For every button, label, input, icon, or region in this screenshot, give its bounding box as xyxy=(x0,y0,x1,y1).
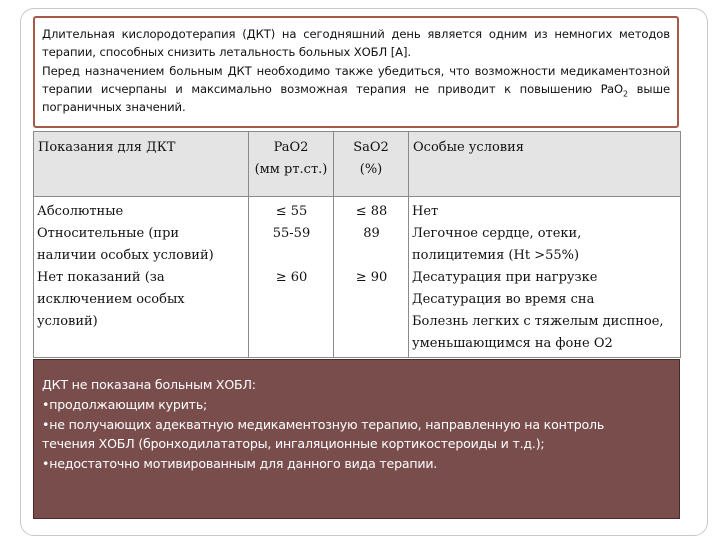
contra-title: ДКТ не показана больным ХОБЛ: xyxy=(42,377,256,392)
contra-item-therapy-line1: •не получающих адекватную медикаментозную терапию, направленную на контроль xyxy=(42,416,605,432)
pao2-relative: 55-59 xyxy=(272,226,311,241)
contra-item-smoking: •продолжающим курить; xyxy=(42,396,208,412)
header-conditions: Особые условия xyxy=(409,132,681,197)
header-indications: Показания для ДКТ xyxy=(34,132,249,197)
condition-none-line1: Десатурация при нагрузке xyxy=(412,270,598,285)
pao2-absolute: ≤ 55 xyxy=(275,204,308,219)
intro-text-box xyxy=(33,16,679,128)
pao2-none: ≥ 60 xyxy=(275,270,308,285)
dkt-indications-table xyxy=(33,131,681,358)
intro-paragraph-1: Длительная кислородотерапия (ДКТ) на сегодняшний день является одним из немногих методов терапии, способных снизить летальность больных ХОБЛ [А]. xyxy=(42,27,670,60)
cell-indications xyxy=(34,197,249,358)
contraindications-box xyxy=(33,359,680,519)
contra-item-therapy-line2: течения ХОБЛ (бронходилататоры, ингаляционные кортикостероиды и т.д.); xyxy=(42,436,545,452)
header-pao2 xyxy=(249,132,334,197)
cell-sao2 xyxy=(334,197,409,358)
indication-absolute: Абсолютные xyxy=(37,204,124,219)
intro-paragraph-2 xyxy=(42,62,670,117)
sao2-none: ≥ 90 xyxy=(355,270,388,285)
contra-item-motivation: •недостаточно мотивированным для данного вида терапии. xyxy=(42,456,438,472)
indication-relative-line2: наличии особых условий) xyxy=(37,248,214,263)
condition-none-line4: уменьшающимся на фоне O2 xyxy=(412,336,613,351)
indication-relative-line1: Относительные (при xyxy=(37,226,180,241)
condition-none-line2: Десатурация во время сна xyxy=(412,292,595,307)
condition-none-line3: Болезнь легких с тяжелым диспное, xyxy=(412,314,664,329)
header-pao2-unit: (мм рт.ст.) xyxy=(254,162,328,177)
cell-conditions xyxy=(409,197,681,358)
header-sao2-top: SaO2 xyxy=(353,140,389,155)
condition-relative-line1: Легочное сердце, отеки, xyxy=(412,226,582,241)
header-pao2-top: PaO2 xyxy=(273,140,309,155)
header-sao2-unit: (%) xyxy=(359,162,383,177)
pao2-subscript: 2 xyxy=(623,89,629,99)
table-header-row xyxy=(34,132,681,197)
indication-none-line3: условий) xyxy=(37,314,98,329)
table-row xyxy=(34,197,681,358)
sao2-absolute: ≤ 88 xyxy=(355,204,388,219)
condition-absolute: Нет xyxy=(412,204,439,219)
header-sao2 xyxy=(334,132,409,197)
sao2-relative: 89 xyxy=(363,226,380,241)
indication-none-line2: исключением особых xyxy=(37,292,185,307)
cell-pao2 xyxy=(249,197,334,358)
intro-paragraph-2-text: Перед назначением больным ДКТ необходимо также убедиться, что возможности медикаментозной терапии исчерпаны и максимально возможная терапия не приводит к повышению PaO xyxy=(42,63,670,96)
intro-paragraph-2-end: выше пограничных значений. xyxy=(42,81,670,115)
indication-none-line1: Нет показаний (за xyxy=(37,270,165,285)
condition-relative-line2: полицитемия (Ht >55%) xyxy=(412,248,580,263)
